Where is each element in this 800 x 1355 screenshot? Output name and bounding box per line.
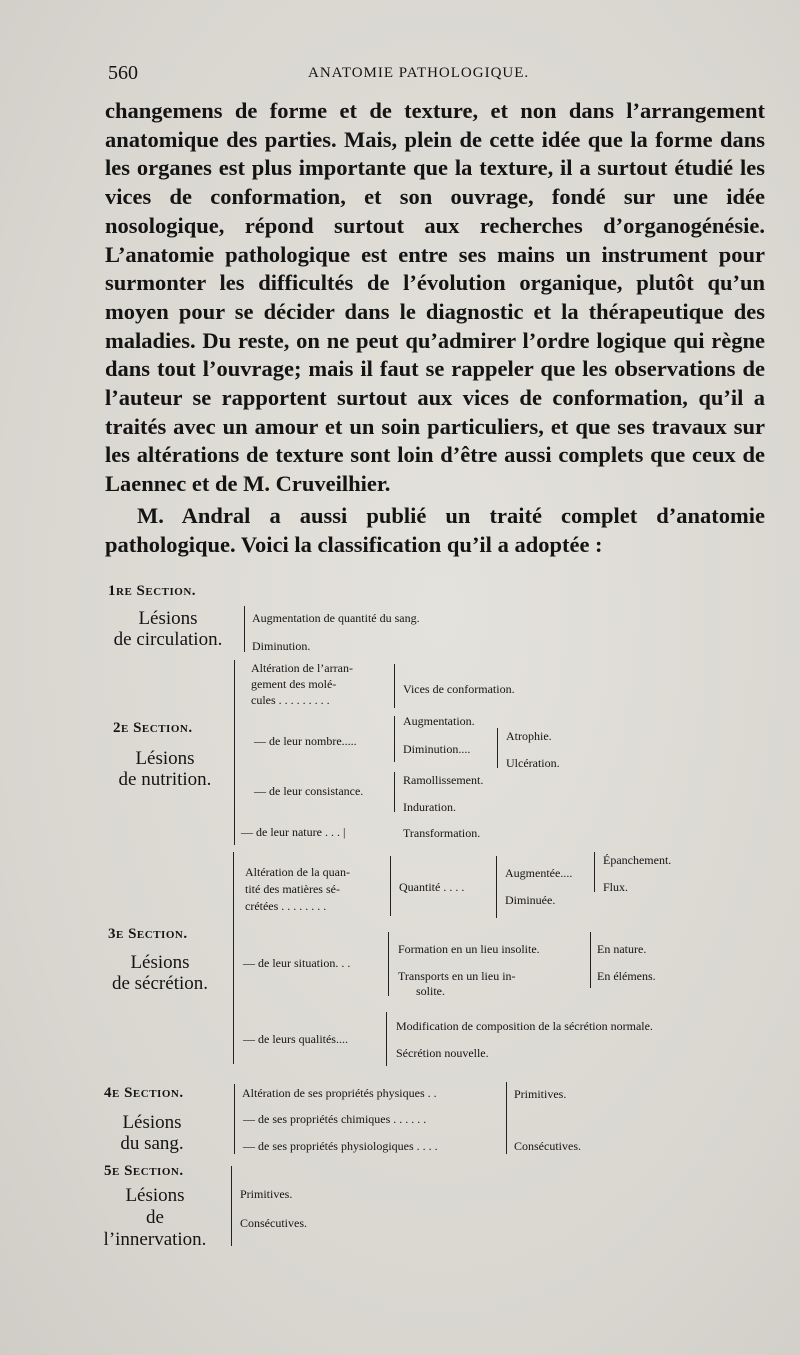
section-1-label-line2: de circulation. <box>113 629 223 650</box>
s3-formation: Formation en un lieu insolite. <box>398 942 540 956</box>
brace <box>388 932 389 996</box>
section-1-label-line1: Lésions <box>138 608 198 629</box>
s3-quantite-alt <box>245 864 350 915</box>
section-2-heading: 2e Section. <box>113 720 193 736</box>
s2-atrophie: Atrophie. <box>506 729 552 743</box>
s3-transports-line: solite. <box>416 984 445 998</box>
s4-item-2: — de ses propriétés chimiques . . . . . . <box>243 1112 427 1126</box>
page-header <box>108 62 768 92</box>
s2-transformation: Transformation. <box>403 826 481 840</box>
section-3-heading: 3e Section. <box>108 926 188 942</box>
brace <box>594 852 595 892</box>
s2-augmentation: Augmentation. <box>403 714 475 728</box>
section-5-heading: 5e Section. <box>104 1163 184 1179</box>
brace <box>394 772 395 812</box>
brace <box>390 856 391 916</box>
s2-vices: Vices de conformation. <box>403 682 515 696</box>
body-text <box>105 97 765 559</box>
section-5-label-line2: de <box>146 1207 164 1228</box>
brace <box>590 932 591 988</box>
brace <box>234 1084 235 1154</box>
s3-transports <box>398 969 516 999</box>
page-number: 560 <box>108 62 138 84</box>
s2-ramollissement: Ramollissement. <box>403 773 484 787</box>
brace <box>394 664 395 708</box>
s2-arrangement-line: cules . . . . . . . . . <box>251 693 330 707</box>
s2-arrangement-line: Altération de l’arran- <box>251 661 353 675</box>
s3-transports-line: Transports en un lieu in- <box>398 969 516 983</box>
s3-modification: Modification de composition de la sécrétion normale. <box>396 1019 653 1033</box>
brace <box>496 856 497 918</box>
brace <box>386 1012 387 1066</box>
s3-en-elemens: En élémens. <box>597 969 656 983</box>
s5-primitives: Primitives. <box>240 1187 293 1201</box>
brace <box>231 1166 232 1246</box>
s4-primitives: Primitives. <box>514 1087 567 1101</box>
running-title: ANATOMIE PATHOLOGIQUE. <box>308 65 530 81</box>
s2-consistance: — de leur consistance. <box>254 784 364 798</box>
s2-ulceration: Ulcération. <box>506 756 560 770</box>
section-2-label-line1: Lésions <box>135 748 195 769</box>
s1-item-1: Augmentation de quantité du sang. <box>252 611 420 625</box>
s3-flux: Flux. <box>603 880 629 894</box>
s3-epanchement: Épanchement. <box>603 853 672 867</box>
s3-quantite-alt-line: Altération de la quan- <box>245 865 350 879</box>
s4-item-1: Altération de ses propriétés physiques . . <box>242 1086 437 1100</box>
s2-induration: Induration. <box>403 800 456 814</box>
section-4-label-line1: Lésions <box>122 1112 182 1133</box>
s3-quantite-alt-line: tité des matières sé- <box>245 882 340 896</box>
section-3-label <box>90 952 230 994</box>
s3-secretion-nouvelle: Sécrétion nouvelle. <box>396 1046 489 1060</box>
brace <box>497 728 498 768</box>
s3-qualites: — de leurs qualités.... <box>243 1032 348 1046</box>
s2-diminution: Diminution.... <box>403 742 471 756</box>
section-1-heading: 1re Section. <box>108 583 197 599</box>
s3-quantite: Quantité . . . . <box>399 880 465 894</box>
s1-item-2: Diminution. <box>252 639 311 653</box>
s3-situation: — de leur situation. . . <box>243 956 351 970</box>
section-1-label <box>98 608 238 650</box>
section-5-label-line3: l’innervation. <box>103 1229 207 1250</box>
section-4-label <box>82 1112 222 1154</box>
s3-en-nature: En nature. <box>597 942 647 956</box>
s5-consecutives: Consécutives. <box>240 1216 307 1230</box>
s2-nature: — de leur nature . . . | <box>241 825 346 839</box>
section-2-label <box>95 748 235 790</box>
section-2-label-line2: de nutrition. <box>118 769 212 790</box>
s4-consecutives: Consécutives. <box>514 1139 581 1153</box>
brace <box>244 606 245 652</box>
brace <box>233 852 234 1064</box>
section-4-heading: 4e Section. <box>104 1085 184 1101</box>
s3-augmentee: Augmentée.... <box>505 866 573 880</box>
s3-diminuee: Diminuée. <box>505 893 556 907</box>
section-3-label-line2: de sécrétion. <box>111 973 208 994</box>
section-3-label-line1: Lésions <box>130 952 190 973</box>
section-4-label-line2: du sang. <box>120 1133 184 1154</box>
brace <box>394 716 395 762</box>
section-5-label <box>85 1185 225 1251</box>
s2-arrangement <box>251 660 353 708</box>
s4-item-3: — de ses propriétés physiologiques . . . . <box>243 1139 438 1153</box>
s2-nombre: — de leur nombre..... <box>254 734 357 748</box>
paragraph-1: changemens de forme et de texture, et non dans l’arrangement anatomique des parties. Mais, plein de cette idée que la forme dans les organes est plus importante que la texture, il a surtout étudié les vices de conformation, et son ouvrage, fondé sur une idée nosologique, répond surtout aux recherches d’organogénésie. L’anatomie pathologique est entre ses mains un instrument pour surmonter les difficultés de l’évolution organique, plutôt qu’un moyen pour se décider dans le diagnostic et la thérapeutique des maladies. Du reste, on ne peut qu’admirer l’ordre logique qui règne dans tout l’ouvrage; mais il faut se rappeler que les observations de l’auteur se rapportent surtout aux vices de conformation, qu’il a traités avec un amour et un soin particuliers, et que ses travaux sur les altérations de texture sont loin d’être aussi complets que ceux de Laennec et de M. Cruveilhier. <box>105 98 765 497</box>
brace <box>506 1082 507 1154</box>
section-5-label-line1: Lésions <box>125 1185 185 1206</box>
s2-arrangement-line: gement des molé- <box>251 677 337 691</box>
paragraph-2: M. Andral a aussi publié un traité complet d’anatomie pathologique. Voici la classification qu’il a adoptée : <box>105 502 765 557</box>
s3-quantite-alt-line: crétées . . . . . . . . <box>245 899 327 913</box>
